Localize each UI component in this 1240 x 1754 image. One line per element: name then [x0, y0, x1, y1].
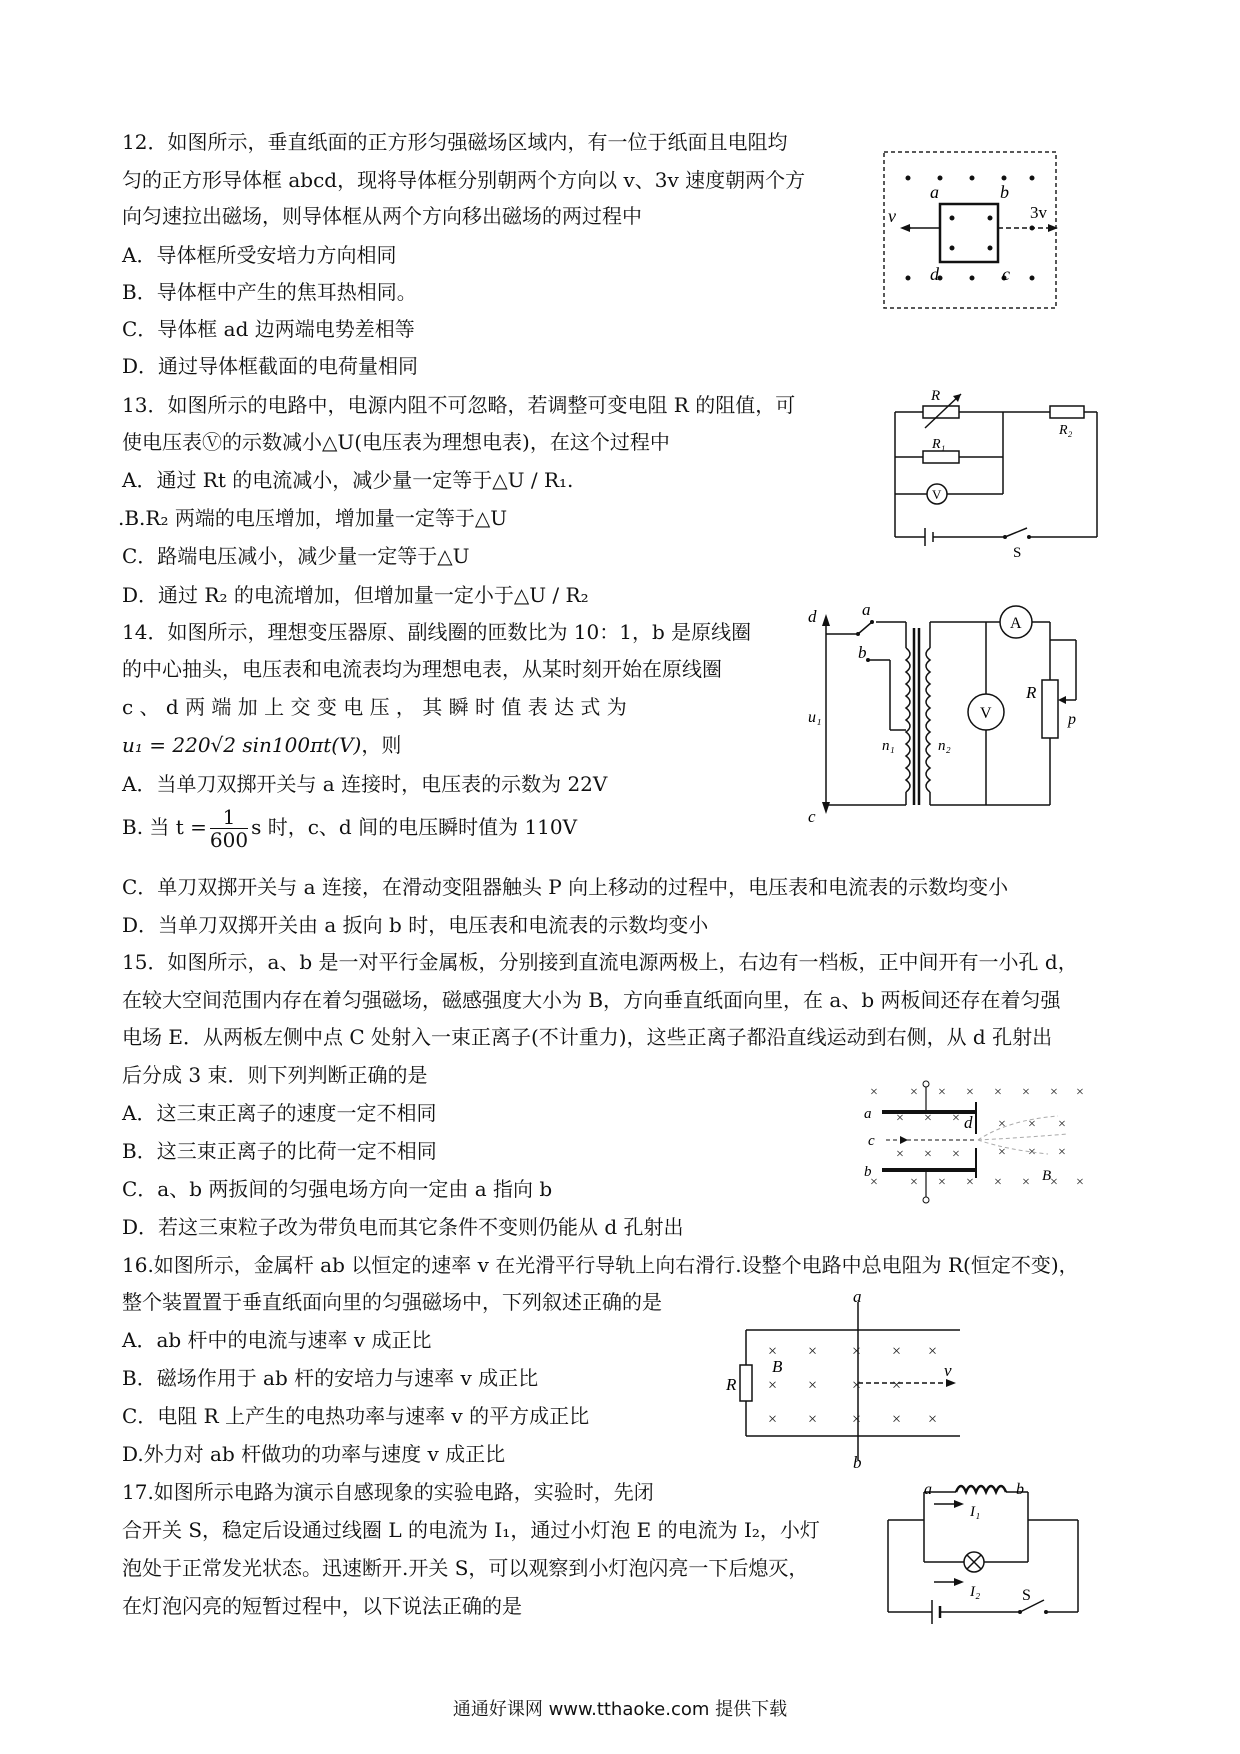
svg-text:×: ×	[998, 1145, 1006, 1160]
svg-text:×: ×	[768, 1411, 778, 1428]
q15-option-b: B．这三束正离子的比荷一定不相同	[122, 1139, 437, 1163]
q15-stem-line-1: 15．如图所示，a、b 是一对平行金属板，分别接到直流电源两极上，右边有一档板，正中间开有一小孔 d，	[122, 950, 1078, 974]
svg-text:×: ×	[994, 1175, 1002, 1190]
q13-stem-line-2: 使电压表Ⓥ的示数减小△U(电压表为理想电表)，在这个过程中	[122, 430, 670, 454]
svg-text:×: ×	[870, 1175, 878, 1190]
q16-label-v: v	[944, 1361, 952, 1380]
q15-label-d: d	[964, 1113, 973, 1132]
svg-text:×: ×	[910, 1175, 918, 1190]
q14-formula-line	[122, 733, 401, 757]
q14-label-p: p	[1068, 711, 1076, 728]
q16-figure	[726, 1287, 968, 1472]
q17-label-i1: I₁	[970, 1504, 981, 1520]
svg-text:×: ×	[768, 1377, 778, 1394]
q14-label-r: R	[1026, 683, 1037, 702]
q13-label-r: R	[931, 388, 941, 404]
q12-label-a: a	[930, 182, 939, 202]
svg-text:×: ×	[924, 1147, 932, 1162]
svg-text:×: ×	[966, 1085, 974, 1100]
svg-text:×: ×	[1028, 1117, 1036, 1132]
q17-stem-line-3: 泡处于正常发光状态。迅速断开.开关 S，可以观察到小灯泡闪亮一下后熄灭，	[122, 1556, 809, 1580]
q13-option-a: A．通过 Rt 的电流减小，减少量一定等于△U / R₁.	[122, 468, 574, 492]
svg-text:×: ×	[994, 1085, 1002, 1100]
q12-stem-line-3: 向匀速拉出磁场，则导体框从两个方向移出磁场的两过程中	[122, 204, 642, 228]
q14-fraction-denominator: 600	[209, 828, 249, 852]
q14-label-n1: n₁	[882, 738, 895, 754]
svg-text:×: ×	[892, 1343, 902, 1360]
q14-stem-line-2: 的中心抽头，电压表和电流表均为理想电表，从某时刻开始在原线圈	[122, 657, 722, 681]
q14-label-d: d	[808, 607, 817, 626]
q14-stem-line-1: 14．如图所示，理想变压器原、副线圈的匝数比为 10：1，b 是原线圈	[122, 620, 752, 644]
svg-text:×: ×	[892, 1411, 902, 1428]
q14-figure	[806, 600, 1096, 826]
svg-text:×: ×	[808, 1343, 818, 1360]
q13-label-r1: R₁	[932, 437, 946, 452]
q14-formula: u₁ = 220√2 sin100πt(V)	[122, 733, 362, 757]
svg-text:×: ×	[896, 1147, 904, 1162]
q13-option-d: D．通过 R₂ 的电流增加，但增加量一定小于△U / R₂	[122, 583, 589, 607]
q14-ammeter-label: A	[1010, 615, 1022, 632]
q16-label-r: R	[726, 1375, 737, 1394]
q16-option-b: B．磁场作用于 ab 杆的安培力与速率 v 成正比	[122, 1366, 539, 1390]
q15-option-a: A．这三束正离子的速度一定不相同	[122, 1101, 437, 1125]
q12-figure	[880, 148, 1060, 314]
svg-text:×: ×	[1076, 1175, 1084, 1190]
svg-text:×: ×	[852, 1377, 862, 1394]
q14-formula-tail: ，则	[361, 733, 402, 757]
q14-label-a: a	[862, 600, 871, 619]
svg-text:×: ×	[924, 1111, 932, 1126]
q17-label-b: b	[1016, 1481, 1024, 1498]
svg-text:×: ×	[852, 1411, 862, 1428]
svg-text:×: ×	[952, 1111, 960, 1126]
q13-label-s: S	[1013, 545, 1022, 561]
q15-stem-line-2: 在较大空间范围内存在着匀强磁场，磁感强度大小为 B，方向垂直纸面向里，在 a、b 两板间还存在着匀强	[122, 988, 1061, 1012]
svg-text:×: ×	[938, 1175, 946, 1190]
q12-label-c: c	[1002, 264, 1010, 284]
q16-label-b-field: B	[772, 1357, 783, 1376]
q16-option-c: C．电阻 R 上产生的电热功率与速率 v 的平方成正比	[122, 1404, 590, 1428]
q14-label-n2: n₂	[938, 738, 951, 754]
q12-label-v: v	[888, 206, 896, 226]
q13-option-b: .B.R₂ 两端的电压增加，增加量一定等于△U	[118, 506, 508, 530]
q15-figure	[858, 1078, 1098, 1210]
svg-text:×: ×	[1022, 1085, 1030, 1100]
svg-text:×: ×	[1050, 1085, 1058, 1100]
svg-text:×: ×	[928, 1411, 938, 1428]
svg-text:×: ×	[1058, 1145, 1066, 1160]
q17-label-i2: I₂	[970, 1584, 981, 1600]
q16-magnetic-field-crosses	[768, 1343, 937, 1428]
q13-figure	[885, 382, 1105, 561]
q12-option-d: D．通过导体框截面的电荷量相同	[122, 354, 419, 378]
q15-stem-line-3: 电场 E．从两板左侧中点 C 处射入一束正离子(不计重力)，这些正离子都沿直线运动到右侧，从 d 孔射出	[122, 1025, 1053, 1049]
q14-option-c: C．单刀双掷开关与 a 连接，在滑动变阻器触头 P 向上移动的过程中，电压表和电流表的示数均变小	[122, 875, 1009, 899]
q12-stem-line-1: 12．如图所示，垂直纸面的正方形匀强磁场区域内，有一位于纸面且电阻均	[122, 130, 788, 154]
q17-label-s: S	[1022, 1587, 1031, 1604]
svg-text:×: ×	[998, 1117, 1006, 1132]
q12-label-3v: 3v	[1030, 203, 1047, 222]
q16-stem-line-1: 16.如图所示，金属杆 ab 以恒定的速率 v 在光滑平行导轨上向右滑行.设整个电路中总电阻为 R(恒定不变)，	[122, 1253, 1079, 1277]
svg-text:×: ×	[892, 1377, 902, 1394]
q16-stem-line-2: 整个装置置于垂直纸面向里的匀强磁场中，下列叙述正确的是	[122, 1290, 662, 1314]
q14-option-b-prefix: B. 当 t =	[122, 815, 207, 839]
q16-option-a: A．ab 杆中的电流与速率 v 成正比	[122, 1328, 432, 1352]
q14-option-b	[122, 802, 577, 852]
q17-label-a: a	[924, 1481, 932, 1498]
q15-label-a: a	[864, 1106, 872, 1122]
svg-text:×: ×	[896, 1111, 904, 1126]
q17-stem-line-2: 合开关 S，稳定后设通过线圈 L 的电流为 I₁，通过小灯泡 E 的电流为 I₂，小灯	[122, 1518, 820, 1542]
q15-label-c: c	[868, 1133, 875, 1149]
q14-label-c: c	[808, 807, 816, 826]
q12-option-b: B．导体框中产生的焦耳热相同。	[122, 280, 417, 304]
q14-stem-line-3: c 、 d 两 端 加 上 交 变 电 压 ， 其 瞬 时 值 表 达 式 为	[122, 695, 627, 719]
q13-label-r2: R₂	[1059, 423, 1073, 438]
svg-text:×: ×	[966, 1175, 974, 1190]
svg-text:×: ×	[1022, 1175, 1030, 1190]
svg-text:×: ×	[768, 1343, 778, 1360]
q14-voltmeter-label: V	[980, 705, 992, 722]
q17-figure	[878, 1480, 1088, 1630]
q14-option-a: A．当单刀双掷开关与 a 连接时，电压表的示数为 22V	[122, 772, 608, 796]
svg-text:×: ×	[938, 1085, 946, 1100]
q15-stem-line-4: 后分成 3 束．则下列判断正确的是	[122, 1063, 428, 1087]
q13-stem-line-1: 13．如图所示的电路中，电源内阻不可忽略，若调整可变电阻 R 的阻值，可	[122, 393, 796, 417]
q14-option-b-fraction	[210, 806, 248, 851]
q17-stem-line-1: 17.如图所示电路为演示自感现象的实验电路，实验时，先闭	[122, 1480, 654, 1504]
q14-fraction-numerator: 1	[210, 806, 248, 829]
svg-text:×: ×	[928, 1343, 938, 1360]
q17-stem-line-4: 在灯泡闪亮的短暂过程中，以下说法正确的是	[122, 1594, 522, 1618]
q16-option-d: D.外力对 ab 杆做功的功率与速度 v 成正比	[122, 1442, 506, 1466]
svg-text:×: ×	[1076, 1085, 1084, 1100]
svg-text:×: ×	[1028, 1145, 1036, 1160]
q16-label-a: a	[853, 1287, 862, 1306]
q14-option-b-suffix: s 时，c、d 间的电压瞬时值为 110V	[251, 815, 578, 839]
q12-conductor-frame	[940, 204, 998, 262]
q12-option-c: C．导体框 ad 边两端电势差相等	[122, 317, 415, 341]
q16-label-b: b	[853, 1453, 862, 1472]
q12-label-d: d	[930, 264, 939, 284]
svg-text:×: ×	[1050, 1175, 1058, 1190]
page-footer: 通通好课网 www.tthaoke.com 提供下载	[452, 1699, 788, 1720]
svg-text:×: ×	[952, 1147, 960, 1162]
q12-label-b: b	[1000, 182, 1009, 202]
q13-option-c: C．路端电压减小，减少量一定等于△U	[122, 544, 470, 568]
svg-text:×: ×	[910, 1085, 918, 1100]
svg-text:×: ×	[1058, 1117, 1066, 1132]
q15-option-d: D．若这三束粒子改为带负电而其它条件不变则仍能从 d 孔射出	[122, 1215, 684, 1239]
q14-label-b: b	[858, 643, 867, 662]
q13-voltmeter-label: V	[932, 487, 942, 502]
svg-text:×: ×	[852, 1343, 862, 1360]
svg-text:×: ×	[808, 1411, 818, 1428]
svg-text:×: ×	[870, 1085, 878, 1100]
q14-label-u1: u₁	[808, 709, 822, 726]
q12-option-a: A．导体框所受安培力方向相同	[122, 243, 397, 267]
q15-option-c: C．a、b 两扳间的匀强电场方向一定由 a 指向 b	[122, 1177, 553, 1201]
q12-stem-line-2: 匀的正方形导体框 abcd，现将导体框分别朝两个方向以 v、3v 速度朝两个方	[122, 168, 806, 192]
q15-label-b-field: B	[1042, 1168, 1052, 1184]
svg-text:×: ×	[808, 1377, 818, 1394]
q14-option-d: D．当单刀双掷开关由 a 扳向 b 时，电压表和电流表的示数均变小	[122, 913, 709, 937]
q15-label-b: b	[864, 1164, 872, 1180]
